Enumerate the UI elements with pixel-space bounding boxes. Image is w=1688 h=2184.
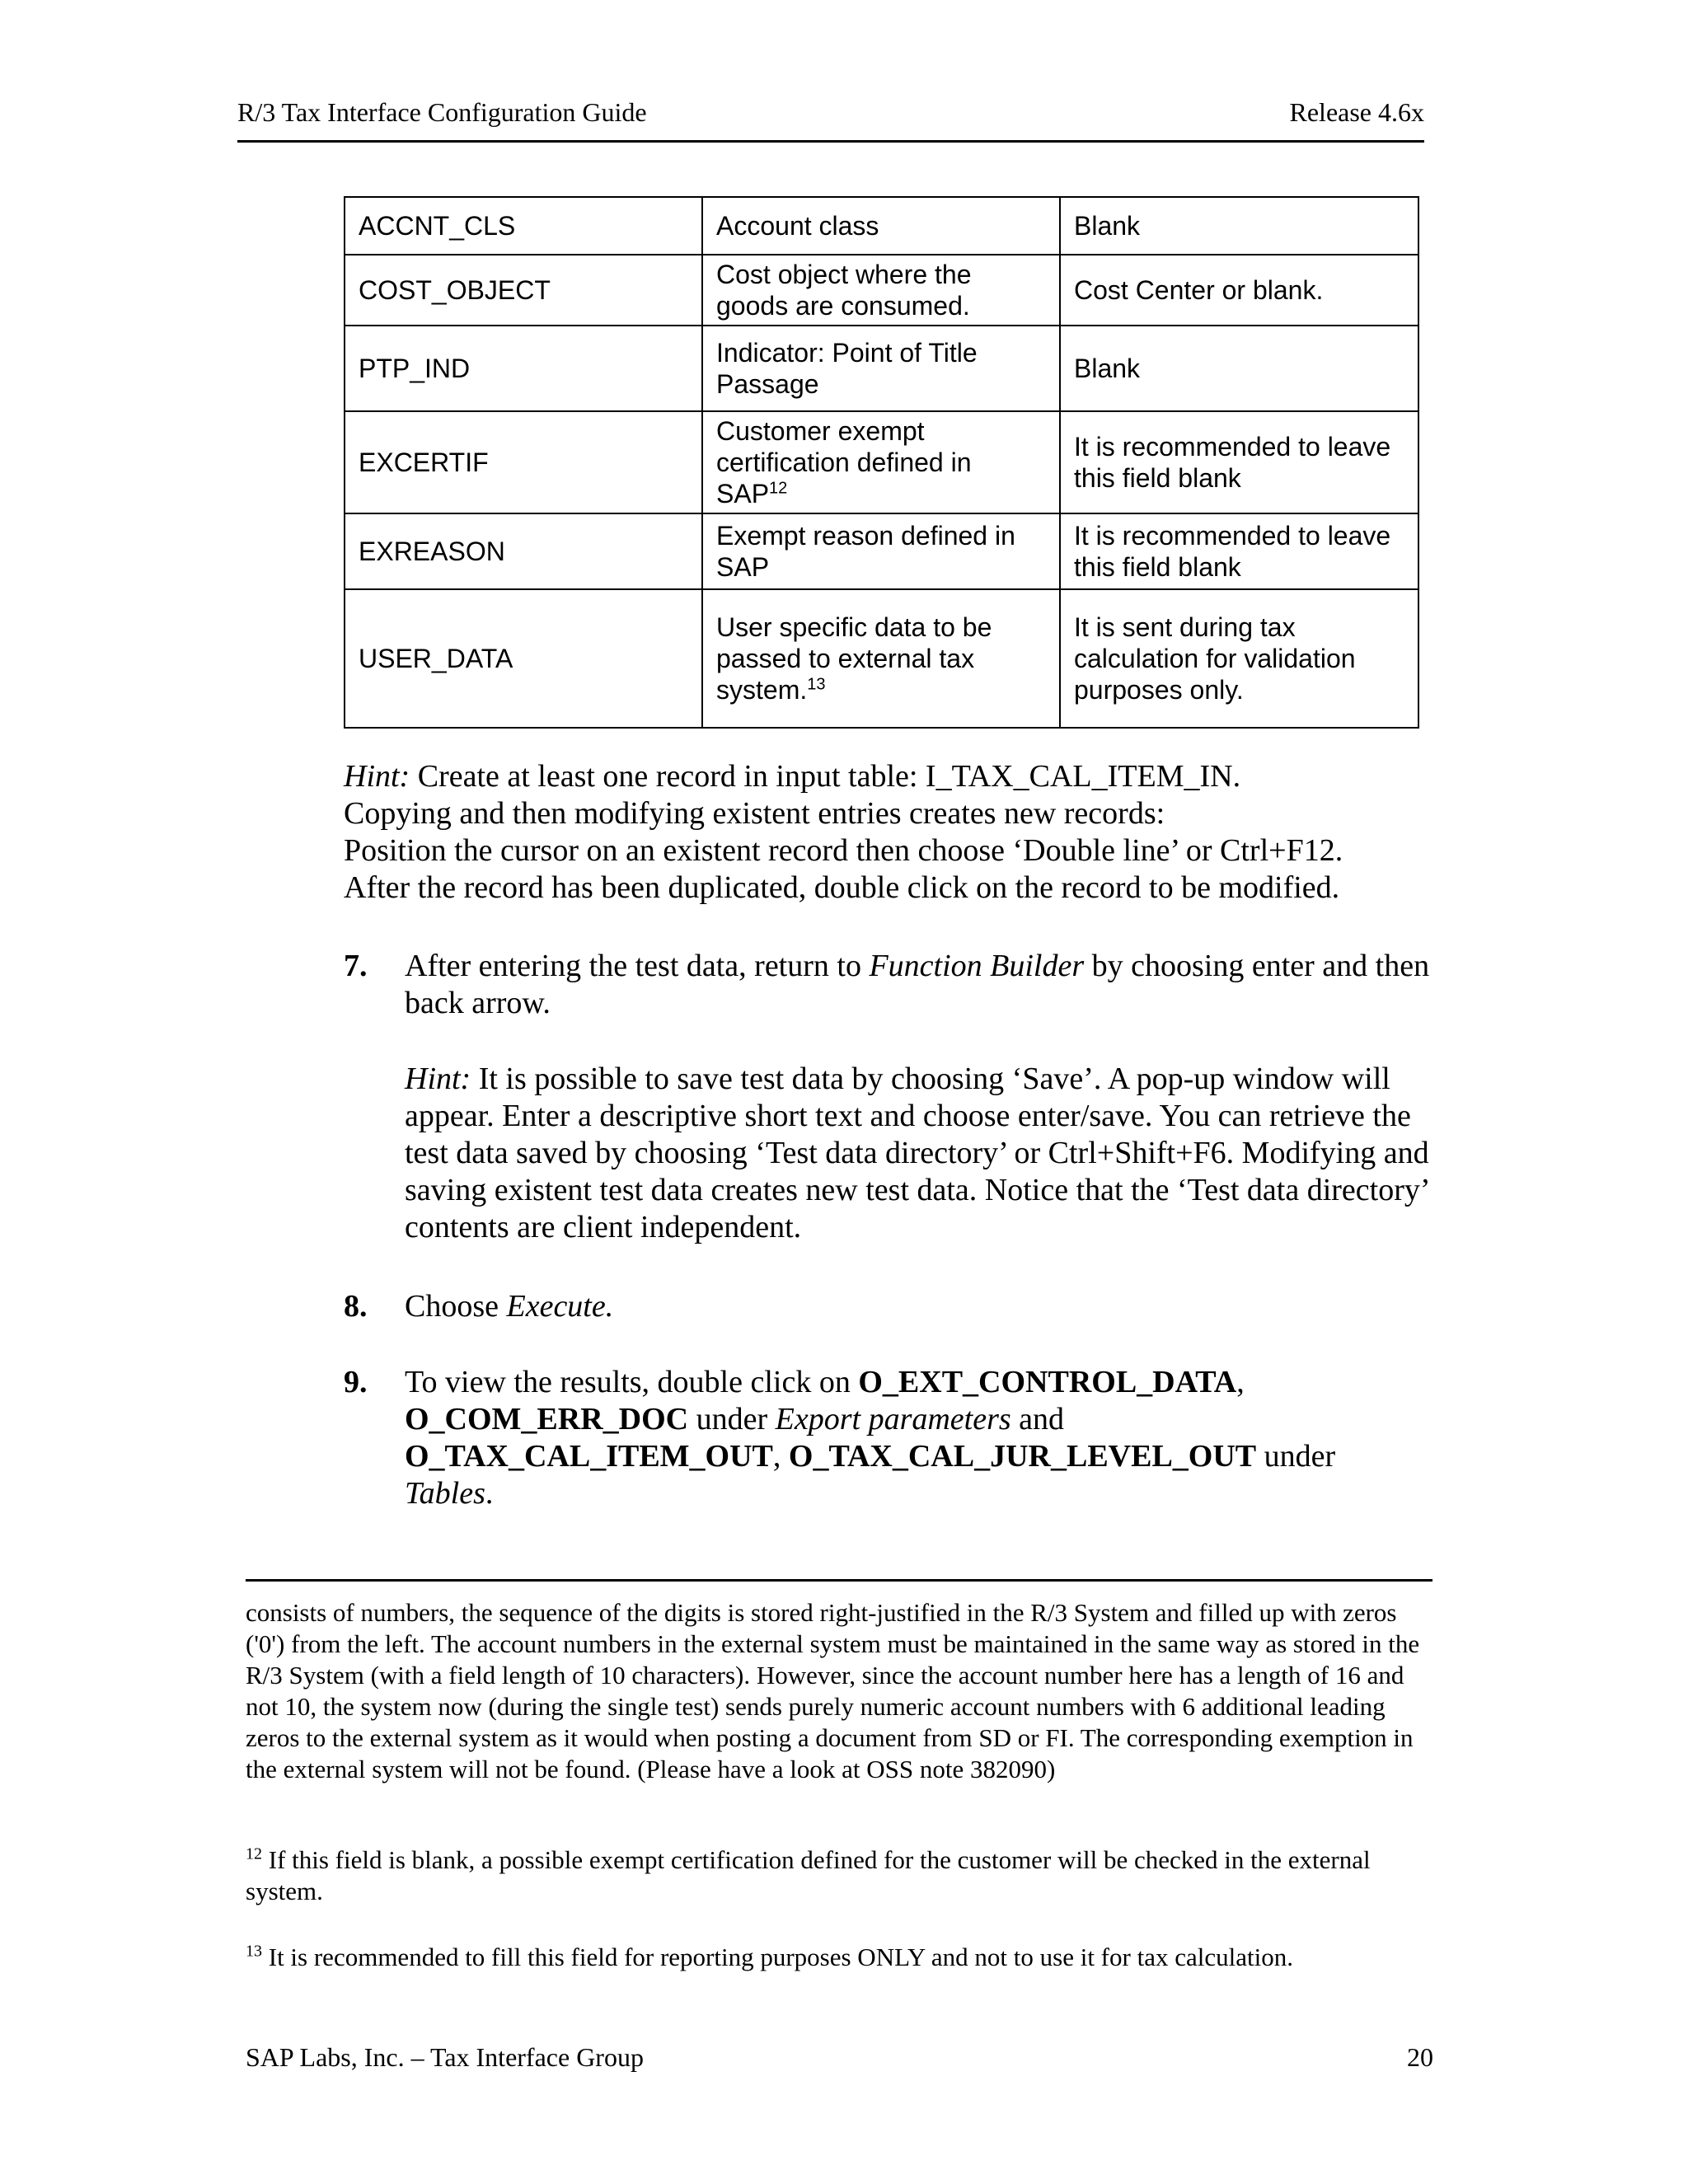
field-description-cell: Cost object where the goods are consumed.	[702, 255, 1060, 326]
hint-label: Hint:	[344, 759, 410, 794]
field-value-cell: It is sent during tax calculation for validation purposes only.	[1060, 589, 1418, 728]
field-table	[344, 196, 1419, 729]
hint-label: Hint:	[405, 1062, 471, 1096]
step-text: To view the results, double click on O_EXT_CONTROL_DATA, O_COM_ERR_DOC under Export parameters and O_TAX_CAL_ITEM_OUT, O_TAX_CAL_JUR_LEVEL_OUT under Tables.	[405, 1365, 1336, 1511]
field-name-cell: USER_DATA	[345, 589, 702, 728]
table-row	[345, 411, 1418, 513]
field-value-cell: It is recommended to leave this field blank	[1060, 411, 1418, 513]
footnote-continuation: consists of numbers, the sequence of the digits is stored right-justified in the R/3 System and filled up with zeros ('0') from the left. The account numbers in the external system must be maintained in the same way as stored in the R/3 System (with a field length of 10 characters). However, since the account number here has a length of 16 and not 10, the system now (during the single test) sends purely numeric account numbers with 6 additional leading zeros to the external system as it would when posting a document from SD or FI. The corresponding exemption in the external system will not be found. (Please have a look at OSS note 382090)	[246, 1598, 1420, 1783]
field-name-cell: COST_OBJECT	[345, 255, 702, 326]
footnote-12	[246, 1844, 1432, 1907]
field-description-cell: Indicator: Point of Title Passage	[702, 326, 1060, 411]
footnote-number: 13	[246, 1942, 262, 1961]
footnote-13	[246, 1942, 1432, 1973]
description-text: User specific data to be passed to external tax system.	[716, 612, 992, 705]
footnote-number: 12	[246, 1844, 262, 1863]
step-number: 9.	[344, 1365, 368, 1399]
hint-paragraph	[344, 758, 1440, 907]
field-description-cell: Exempt reason defined in SAP	[702, 513, 1060, 589]
footnote-text: It is recommended to fill this field for reporting purposes ONLY and not to use it for tax calculation.	[262, 1943, 1293, 1971]
field-value-cell: Blank	[1060, 326, 1418, 411]
footnote-text: If this field is blank, a possible exempt certification defined for the customer will be checked in the external system.	[246, 1845, 1371, 1905]
step-text: After entering the test data, return to Function Builder by choosing enter and then back arrow.	[405, 949, 1430, 1020]
hint-line: Copying and then modifying existent entries creates new records:	[344, 796, 1165, 831]
table-row	[345, 513, 1418, 589]
field-name-cell: EXCERTIF	[345, 411, 702, 513]
field-description-cell	[702, 589, 1060, 728]
hint-text: It is possible to save test data by choosing ‘Save’. A pop-up window will appear. Enter a descriptive short text and choose enter/save. You can retrieve the test data saved by choosing ‘Test data directory’ or Ctrl+Shift+F6. Modifying and saving existent test data creates new test data. Notice that the ‘Test data directory’ contents are client independent.	[405, 1062, 1429, 1244]
field-description-cell: Account class	[702, 197, 1060, 255]
footnote-ref: 12	[769, 479, 788, 498]
field-name-cell: PTP_IND	[345, 326, 702, 411]
table-row	[345, 326, 1418, 411]
field-value-cell: Blank	[1060, 197, 1418, 255]
step-text: Choose Execute.	[405, 1289, 614, 1324]
field-name-cell: EXREASON	[345, 513, 702, 589]
hint-line: After the record has been duplicated, double click on the record to be modified.	[344, 870, 1340, 905]
hint-paragraph	[405, 1061, 1448, 1246]
field-name-cell: ACCNT_CLS	[345, 197, 702, 255]
hint-line: Position the cursor on an existent record then choose ‘Double line’ or Ctrl+F12.	[344, 833, 1343, 868]
step-number: 8.	[344, 1289, 368, 1324]
field-value-cell: Cost Center or blank.	[1060, 255, 1418, 326]
document-title: R/3 Tax Interface Configuration Guide	[237, 97, 647, 127]
table-row	[345, 197, 1418, 255]
footnote-ref: 13	[807, 675, 826, 694]
description-text: Customer exempt certification defined in SAP	[716, 416, 972, 509]
table-row	[345, 255, 1418, 326]
footnote-separator	[246, 1579, 1432, 1582]
release-label: Release 4.6x	[1289, 97, 1424, 127]
step-number: 7.	[344, 949, 368, 983]
hint-line: Create at least one record in input table: I_TAX_CAL_ITEM_IN.	[410, 759, 1241, 794]
footer-organization: SAP Labs, Inc. – Tax Interface Group	[246, 2042, 644, 2072]
field-value-cell: It is recommended to leave this field blank	[1060, 513, 1418, 589]
field-description-cell	[702, 411, 1060, 513]
table-row	[345, 589, 1418, 728]
page-header	[237, 97, 1424, 143]
page-number: 20	[1407, 2042, 1433, 2072]
